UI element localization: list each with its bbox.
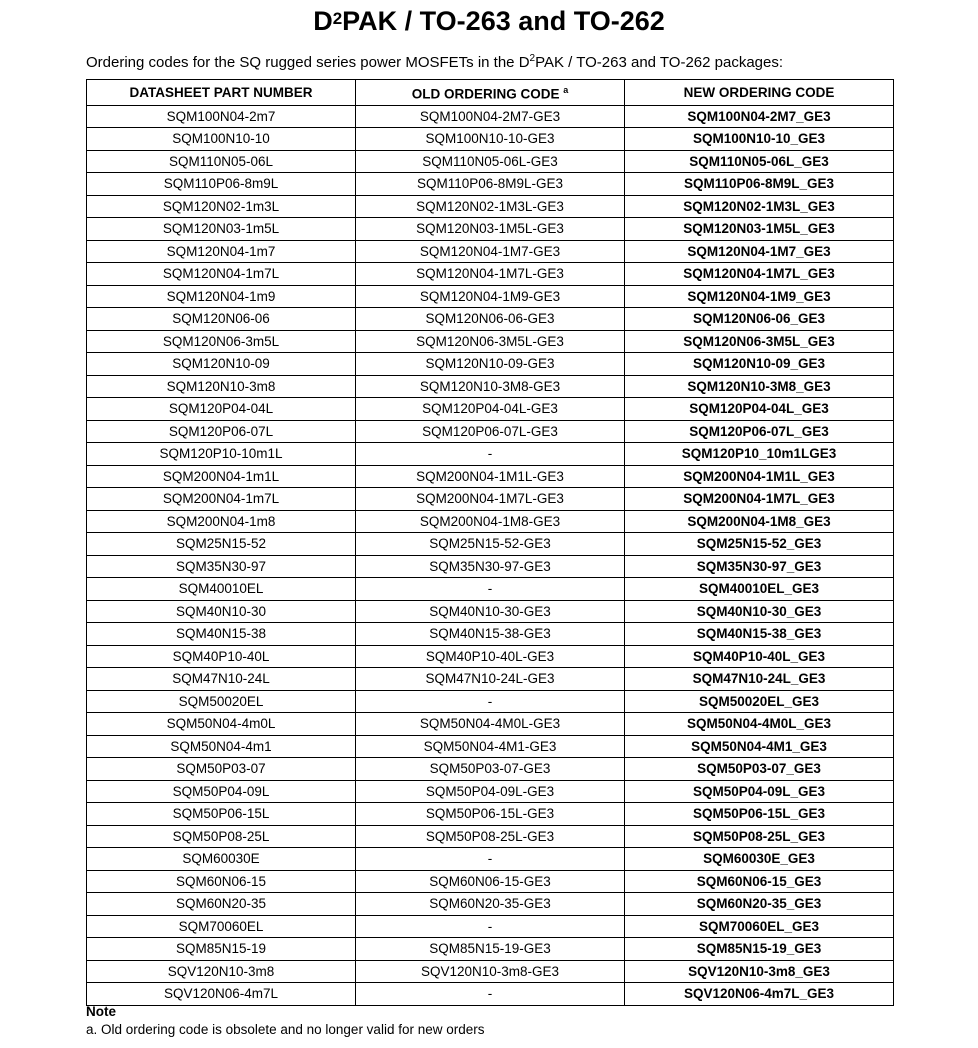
cell-datasheet-part-number: SQM40N10-30 <box>87 600 356 623</box>
cell-old-ordering-code: - <box>356 443 625 466</box>
cell-datasheet-part-number: SQM50N04-4m0L <box>87 713 356 736</box>
cell-old-ordering-code: SQM50P08-25L-GE3 <box>356 825 625 848</box>
table-row <box>87 488 894 511</box>
table-row <box>87 645 894 668</box>
cell-new-ordering-code: SQM40N10-30_GE3 <box>625 600 894 623</box>
cell-new-ordering-code: SQM40010EL_GE3 <box>625 578 894 601</box>
cell-new-ordering-code: SQM200N04-1M1L_GE3 <box>625 465 894 488</box>
cell-new-ordering-code: SQV120N06-4m7L_GE3 <box>625 983 894 1006</box>
cell-datasheet-part-number: SQM50P06-15L <box>87 803 356 826</box>
footnote-marker: a <box>563 85 569 95</box>
cell-old-ordering-code: SQM120N04-1M7L-GE3 <box>356 263 625 286</box>
cell-new-ordering-code: SQM50P06-15L_GE3 <box>625 803 894 826</box>
cell-old-ordering-code: SQM50N04-4M1-GE3 <box>356 735 625 758</box>
table-header-row <box>87 80 894 106</box>
cell-new-ordering-code: SQM200N04-1M8_GE3 <box>625 510 894 533</box>
cell-old-ordering-code: - <box>356 848 625 871</box>
note-title: Note <box>86 1004 116 1019</box>
intro-text <box>86 49 783 73</box>
cell-datasheet-part-number: SQM100N04-2m7 <box>87 105 356 128</box>
intro-before: Ordering codes for the SQ rugged series power MOSFETs in the D <box>86 54 530 71</box>
cell-old-ordering-code: SQM40P10-40L-GE3 <box>356 645 625 668</box>
cell-old-ordering-code: SQM120N04-1M9-GE3 <box>356 285 625 308</box>
cell-old-ordering-code: SQM200N04-1M8-GE3 <box>356 510 625 533</box>
cell-datasheet-part-number: SQM120N04-1m7 <box>87 240 356 263</box>
cell-datasheet-part-number: SQM85N15-19 <box>87 938 356 961</box>
cell-old-ordering-code: SQM120N06-06-GE3 <box>356 308 625 331</box>
table-row <box>87 195 894 218</box>
cell-old-ordering-code: SQM40N10-30-GE3 <box>356 600 625 623</box>
cell-old-ordering-code: SQM50P06-15L-GE3 <box>356 803 625 826</box>
cell-datasheet-part-number: SQM50N04-4m1 <box>87 735 356 758</box>
page-title <box>0 4 978 38</box>
cell-datasheet-part-number: SQM120N10-3m8 <box>87 375 356 398</box>
table-row <box>87 465 894 488</box>
table-row <box>87 825 894 848</box>
cell-datasheet-part-number: SQM120P04-04L <box>87 398 356 421</box>
table-row <box>87 938 894 961</box>
cell-old-ordering-code: - <box>356 983 625 1006</box>
cell-old-ordering-code: SQM120P04-04L-GE3 <box>356 398 625 421</box>
cell-datasheet-part-number: SQV120N10-3m8 <box>87 960 356 983</box>
table-row <box>87 600 894 623</box>
cell-new-ordering-code: SQM120N10-09_GE3 <box>625 353 894 376</box>
table-row <box>87 375 894 398</box>
cell-old-ordering-code: SQV120N10-3m8-GE3 <box>356 960 625 983</box>
cell-datasheet-part-number: SQV120N06-4m7L <box>87 983 356 1006</box>
cell-old-ordering-code: SQM60N20-35-GE3 <box>356 893 625 916</box>
table-row <box>87 758 894 781</box>
table-row <box>87 690 894 713</box>
cell-datasheet-part-number: SQM120N06-3m5L <box>87 330 356 353</box>
cell-new-ordering-code: SQM200N04-1M7L_GE3 <box>625 488 894 511</box>
table-row <box>87 533 894 556</box>
cell-new-ordering-code: SQM50P03-07_GE3 <box>625 758 894 781</box>
cell-datasheet-part-number: SQM50P03-07 <box>87 758 356 781</box>
table-row <box>87 240 894 263</box>
cell-old-ordering-code: SQM100N10-10-GE3 <box>356 128 625 151</box>
table-row <box>87 983 894 1006</box>
cell-old-ordering-code: SQM200N04-1M1L-GE3 <box>356 465 625 488</box>
table-row <box>87 578 894 601</box>
cell-old-ordering-code: SQM120N10-09-GE3 <box>356 353 625 376</box>
cell-old-ordering-code: SQM50P04-09L-GE3 <box>356 780 625 803</box>
header-new-ordering-code: NEW ORDERING CODE <box>625 80 894 106</box>
cell-old-ordering-code: SQM120P06-07L-GE3 <box>356 420 625 443</box>
table-row <box>87 330 894 353</box>
cell-datasheet-part-number: SQM120N02-1m3L <box>87 195 356 218</box>
table-row <box>87 848 894 871</box>
table-row <box>87 308 894 331</box>
cell-datasheet-part-number: SQM110N05-06L <box>87 150 356 173</box>
cell-old-ordering-code: SQM25N15-52-GE3 <box>356 533 625 556</box>
cell-new-ordering-code: SQM120N04-1M9_GE3 <box>625 285 894 308</box>
table-row <box>87 555 894 578</box>
cell-old-ordering-code: SQM50P03-07-GE3 <box>356 758 625 781</box>
cell-new-ordering-code: SQM60030E_GE3 <box>625 848 894 871</box>
title-rest: PAK / TO-263 and TO-262 <box>342 6 665 36</box>
table-row <box>87 915 894 938</box>
intro-after: PAK / TO-263 and TO-262 packages: <box>535 54 784 71</box>
cell-datasheet-part-number: SQM50P04-09L <box>87 780 356 803</box>
cell-new-ordering-code: SQM40N15-38_GE3 <box>625 623 894 646</box>
cell-datasheet-part-number: SQM200N04-1m7L <box>87 488 356 511</box>
cell-datasheet-part-number: SQM60030E <box>87 848 356 871</box>
cell-old-ordering-code: SQM120N02-1M3L-GE3 <box>356 195 625 218</box>
table-row <box>87 420 894 443</box>
cell-datasheet-part-number: SQM200N04-1m8 <box>87 510 356 533</box>
cell-datasheet-part-number: SQM110P06-8m9L <box>87 173 356 196</box>
table-row <box>87 893 894 916</box>
table-row <box>87 173 894 196</box>
cell-datasheet-part-number: SQM25N15-52 <box>87 533 356 556</box>
cell-datasheet-part-number: SQM60N06-15 <box>87 870 356 893</box>
table-row <box>87 218 894 241</box>
table-row <box>87 128 894 151</box>
cell-old-ordering-code: - <box>356 578 625 601</box>
cell-datasheet-part-number: SQM47N10-24L <box>87 668 356 691</box>
cell-old-ordering-code: SQM50N04-4M0L-GE3 <box>356 713 625 736</box>
cell-old-ordering-code: SQM200N04-1M7L-GE3 <box>356 488 625 511</box>
cell-new-ordering-code: SQM120N02-1M3L_GE3 <box>625 195 894 218</box>
table-row <box>87 713 894 736</box>
cell-new-ordering-code: SQV120N10-3m8_GE3 <box>625 960 894 983</box>
cell-datasheet-part-number: SQM50020EL <box>87 690 356 713</box>
table-row <box>87 510 894 533</box>
cell-new-ordering-code: SQM70060EL_GE3 <box>625 915 894 938</box>
cell-old-ordering-code: SQM47N10-24L-GE3 <box>356 668 625 691</box>
table-row <box>87 353 894 376</box>
cell-new-ordering-code: SQM50N04-4M0L_GE3 <box>625 713 894 736</box>
cell-new-ordering-code: SQM50P08-25L_GE3 <box>625 825 894 848</box>
cell-new-ordering-code: SQM25N15-52_GE3 <box>625 533 894 556</box>
table-row <box>87 960 894 983</box>
cell-datasheet-part-number: SQM70060EL <box>87 915 356 938</box>
cell-new-ordering-code: SQM120P06-07L_GE3 <box>625 420 894 443</box>
cell-datasheet-part-number: SQM120N06-06 <box>87 308 356 331</box>
cell-datasheet-part-number: SQM120N04-1m7L <box>87 263 356 286</box>
cell-old-ordering-code: SQM110N05-06L-GE3 <box>356 150 625 173</box>
cell-new-ordering-code: SQM120N10-3M8_GE3 <box>625 375 894 398</box>
cell-new-ordering-code: SQM100N10-10_GE3 <box>625 128 894 151</box>
table-body <box>87 105 894 1005</box>
table-row <box>87 150 894 173</box>
title-superscript: 2 <box>332 9 343 28</box>
cell-datasheet-part-number: SQM40010EL <box>87 578 356 601</box>
cell-new-ordering-code: SQM47N10-24L_GE3 <box>625 668 894 691</box>
cell-new-ordering-code: SQM120N04-1M7L_GE3 <box>625 263 894 286</box>
cell-datasheet-part-number: SQM100N10-10 <box>87 128 356 151</box>
table-row <box>87 623 894 646</box>
cell-datasheet-part-number: SQM120N10-09 <box>87 353 356 376</box>
cell-old-ordering-code: SQM120N04-1M7-GE3 <box>356 240 625 263</box>
cell-new-ordering-code: SQM60N06-15_GE3 <box>625 870 894 893</box>
cell-new-ordering-code: SQM120P10_10m1LGE3 <box>625 443 894 466</box>
table-row <box>87 803 894 826</box>
cell-datasheet-part-number: SQM120N03-1m5L <box>87 218 356 241</box>
cell-old-ordering-code: SQM120N06-3M5L-GE3 <box>356 330 625 353</box>
cell-new-ordering-code: SQM110N05-06L_GE3 <box>625 150 894 173</box>
cell-new-ordering-code: SQM40P10-40L_GE3 <box>625 645 894 668</box>
cell-old-ordering-code: SQM110P06-8M9L-GE3 <box>356 173 625 196</box>
table-row <box>87 870 894 893</box>
cell-datasheet-part-number: SQM120N04-1m9 <box>87 285 356 308</box>
cell-old-ordering-code: SQM35N30-97-GE3 <box>356 555 625 578</box>
ordering-codes-table <box>86 79 894 1006</box>
cell-new-ordering-code: SQM120N04-1M7_GE3 <box>625 240 894 263</box>
table-row <box>87 668 894 691</box>
header-old-ordering-code-label: OLD ORDERING CODE <box>411 86 560 102</box>
title-prefix: D <box>313 6 333 36</box>
table-row <box>87 398 894 421</box>
cell-datasheet-part-number: SQM40N15-38 <box>87 623 356 646</box>
cell-new-ordering-code: SQM120N06-3M5L_GE3 <box>625 330 894 353</box>
cell-old-ordering-code: SQM120N03-1M5L-GE3 <box>356 218 625 241</box>
cell-datasheet-part-number: SQM50P08-25L <box>87 825 356 848</box>
cell-new-ordering-code: SQM50N04-4M1_GE3 <box>625 735 894 758</box>
cell-old-ordering-code: SQM120N10-3M8-GE3 <box>356 375 625 398</box>
table-row <box>87 780 894 803</box>
cell-new-ordering-code: SQM50020EL_GE3 <box>625 690 894 713</box>
cell-old-ordering-code: SQM100N04-2M7-GE3 <box>356 105 625 128</box>
cell-new-ordering-code: SQM60N20-35_GE3 <box>625 893 894 916</box>
table-row <box>87 105 894 128</box>
cell-datasheet-part-number: SQM120P06-07L <box>87 420 356 443</box>
cell-new-ordering-code: SQM35N30-97_GE3 <box>625 555 894 578</box>
table-row <box>87 735 894 758</box>
note-text: a. Old ordering code is obsolete and no longer valid for new orders <box>86 1022 485 1037</box>
cell-old-ordering-code: SQM60N06-15-GE3 <box>356 870 625 893</box>
cell-new-ordering-code: SQM110P06-8M9L_GE3 <box>625 173 894 196</box>
table-row <box>87 285 894 308</box>
cell-old-ordering-code: SQM85N15-19-GE3 <box>356 938 625 961</box>
cell-datasheet-part-number: SQM120P10-10m1L <box>87 443 356 466</box>
cell-datasheet-part-number: SQM60N20-35 <box>87 893 356 916</box>
header-datasheet-part-number: DATASHEET PART NUMBER <box>87 80 356 106</box>
cell-datasheet-part-number: SQM35N30-97 <box>87 555 356 578</box>
cell-new-ordering-code: SQM120P04-04L_GE3 <box>625 398 894 421</box>
cell-datasheet-part-number: SQM40P10-40L <box>87 645 356 668</box>
cell-new-ordering-code: SQM100N04-2M7_GE3 <box>625 105 894 128</box>
cell-new-ordering-code: SQM120N03-1M5L_GE3 <box>625 218 894 241</box>
cell-old-ordering-code: SQM40N15-38-GE3 <box>356 623 625 646</box>
cell-new-ordering-code: SQM120N06-06_GE3 <box>625 308 894 331</box>
table-row <box>87 443 894 466</box>
intro-superscript: 2 <box>529 53 536 64</box>
cell-old-ordering-code: - <box>356 690 625 713</box>
cell-new-ordering-code: SQM85N15-19_GE3 <box>625 938 894 961</box>
cell-new-ordering-code: SQM50P04-09L_GE3 <box>625 780 894 803</box>
cell-datasheet-part-number: SQM200N04-1m1L <box>87 465 356 488</box>
table-row <box>87 263 894 286</box>
cell-old-ordering-code: - <box>356 915 625 938</box>
header-old-ordering-code <box>356 80 625 106</box>
